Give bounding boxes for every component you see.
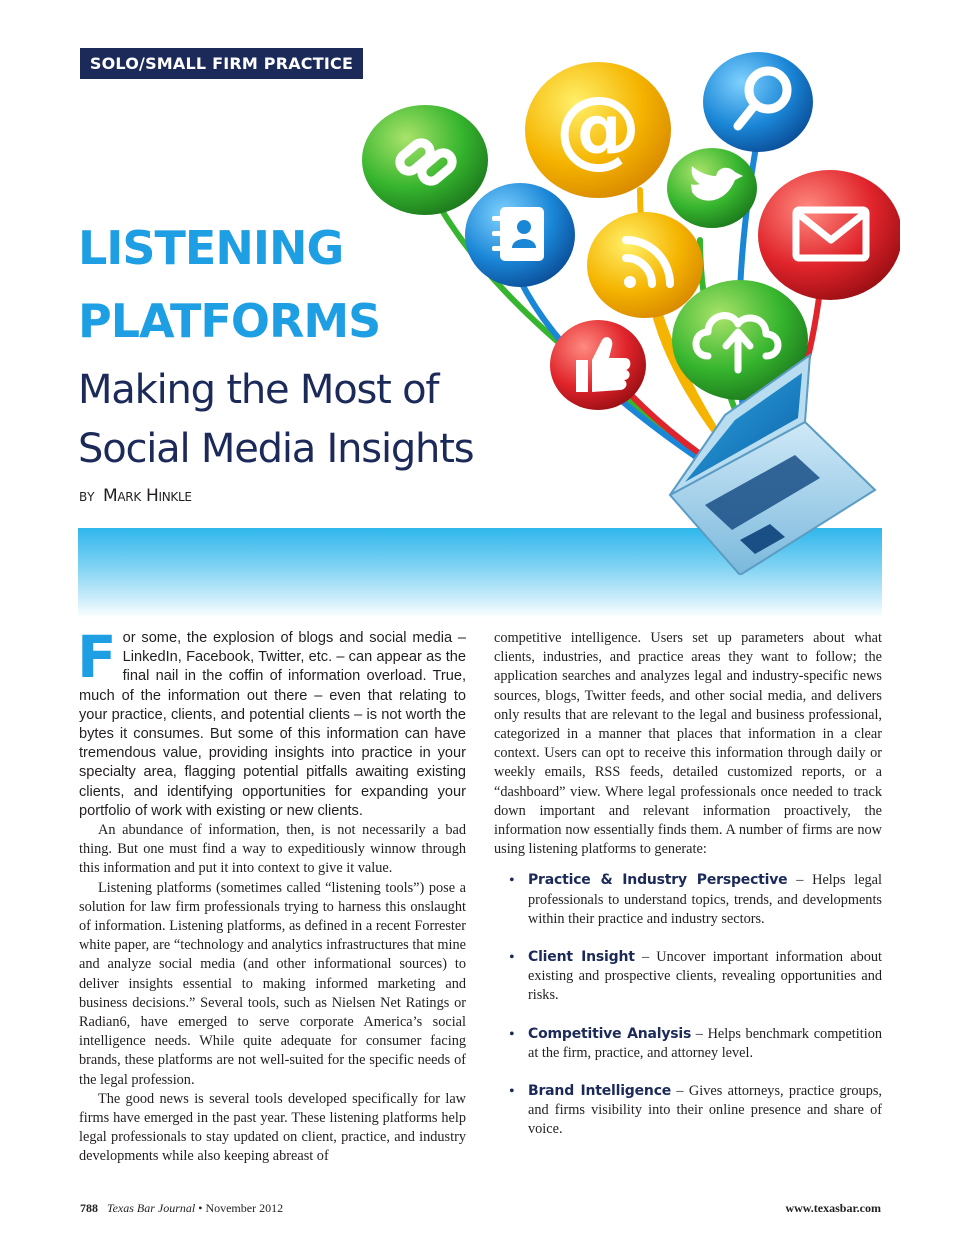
bullet-dot: • bbox=[509, 949, 515, 967]
list-item-term: Practice & Industry Perspective bbox=[528, 872, 788, 889]
thumbs-up-bubble bbox=[550, 320, 646, 410]
subtitle-line-1: Making the Most of bbox=[78, 367, 439, 413]
list-item bbox=[494, 871, 882, 929]
drop-cap: F bbox=[77, 623, 117, 691]
paragraph-listening-platforms: Listening platforms (sometimes called “listening tools”) pose a solution for law firm professionals trying to harness this onslaught of information. Listening platforms, as defined in a recent Forrester white paper, are “technology and analytics infrastructures that mine and analyze social media (and other informational sources) to deliver insights essential to making informed marketing and business decisions.” Several tools, such as Nielsen Net Ratings or Radian6, have emerged to serve corporate America’s social intelligence needs. While quite adequate for consumer facing brands, these platforms are not well-suited for the specific needs of the legal profession. bbox=[79, 879, 466, 1088]
list-item bbox=[494, 1025, 882, 1063]
lead-text: or some, the explosion of blogs and social media – LinkedIn, Facebook, Twitter, etc. – can appear as the final nail in the coffin of information overload. True, much of the information out there – even that relating to your practice, clients, and potential clients – is not worth the bytes it consumes. But some of this information can have tremendous value, providing insights into practice in your specialty area, flagging potential pitfalls awaiting existing clients, and identifying opportunities for expanding your portfolio of work with existing or new clients. bbox=[79, 630, 466, 819]
footer-url[interactable]: www.texasbar.com bbox=[785, 1201, 881, 1215]
at-sign-icon: @ bbox=[555, 78, 641, 178]
magnifier-bubble bbox=[703, 52, 813, 152]
list-item bbox=[494, 948, 882, 1006]
list-item bbox=[494, 1082, 882, 1140]
article-column-left bbox=[77, 623, 466, 1167]
list-item-text: – Gives attorneys, practice groups, and firms visibility into their online presence and share of voice. bbox=[528, 1083, 882, 1138]
headline-line-1: LISTENING bbox=[78, 221, 344, 275]
bullet-dot: • bbox=[509, 1083, 515, 1101]
section-tag: SOLO/SMALL FIRM PRACTICE bbox=[80, 48, 363, 79]
page-number: 788 bbox=[80, 1201, 98, 1215]
page-footer-left bbox=[80, 1201, 283, 1216]
list-item-term: Brand Intelligence bbox=[528, 1083, 672, 1100]
byline-prefix: BY bbox=[79, 490, 95, 504]
paragraph-competitive-intelligence: competitive intelligence. Users set up parameters about what clients, industries, and practice areas they want to follow; the application searches and analyzes legal and industry-specific news sources, blogs, Twitter feeds, and other social media, and delivers only results that are relevant to the legal and business professional, categorized in a manner that places that information in a clear context. Users can opt to receive this information through daily or weekly emails, RSS feeds, detailed customized reports, or a “dashboard” view. Where legal professionals once needed to track down important and relevant information proactively, the information now essentially finds them. A number of firms are now using listening platforms to generate: bbox=[494, 630, 882, 858]
footer-separator: • bbox=[198, 1201, 203, 1215]
journal-name: Texas Bar Journal bbox=[107, 1201, 196, 1215]
list-item-text: – Helps benchmark competition at the firm, practice, and attorney level. bbox=[528, 1025, 882, 1061]
issue-date: November 2012 bbox=[205, 1201, 284, 1215]
byline bbox=[79, 486, 192, 506]
rss-bubble bbox=[587, 212, 703, 318]
bullet-dot: • bbox=[509, 872, 515, 890]
chain-link-bubble bbox=[362, 105, 488, 215]
article-column-right bbox=[494, 629, 882, 1159]
benefits-list bbox=[494, 871, 882, 1139]
bullet-dot: • bbox=[509, 1025, 515, 1043]
envelope-bubble bbox=[758, 170, 900, 300]
at-sign-bubble bbox=[525, 62, 671, 198]
paragraph-abundance: An abundance of information, then, is not necessarily a bad thing. But one must find a way to expeditiously winnow through this information and put it into context to give it value. bbox=[79, 822, 466, 877]
bird-bubble bbox=[667, 148, 757, 228]
paragraph-good-news: The good news is several tools developed specifically for law firms have emerged in the past year. These listening platforms help legal professionals to stay updated on client, practice, and industry developments while also keeping abreast of bbox=[79, 1090, 466, 1165]
address-book-bubble bbox=[465, 183, 575, 287]
lead-paragraph bbox=[77, 623, 466, 821]
headline-line-2: PLATFORMS bbox=[78, 294, 381, 348]
social-media-illustration bbox=[340, 30, 900, 575]
author-name: Mark Hinkle bbox=[103, 486, 192, 506]
subtitle-line-2: Social Media Insights bbox=[78, 426, 474, 472]
list-item-text: – Uncover important information about existing and prospective clients, revealing opportunities and risks. bbox=[528, 949, 883, 1004]
list-item-text: – Helps legal professionals to understand topics, trends, and developments within their practice and industry sectors. bbox=[528, 872, 883, 927]
list-item-term: Competitive Analysis bbox=[528, 1025, 692, 1042]
list-item-term: Client Insight bbox=[528, 949, 635, 966]
